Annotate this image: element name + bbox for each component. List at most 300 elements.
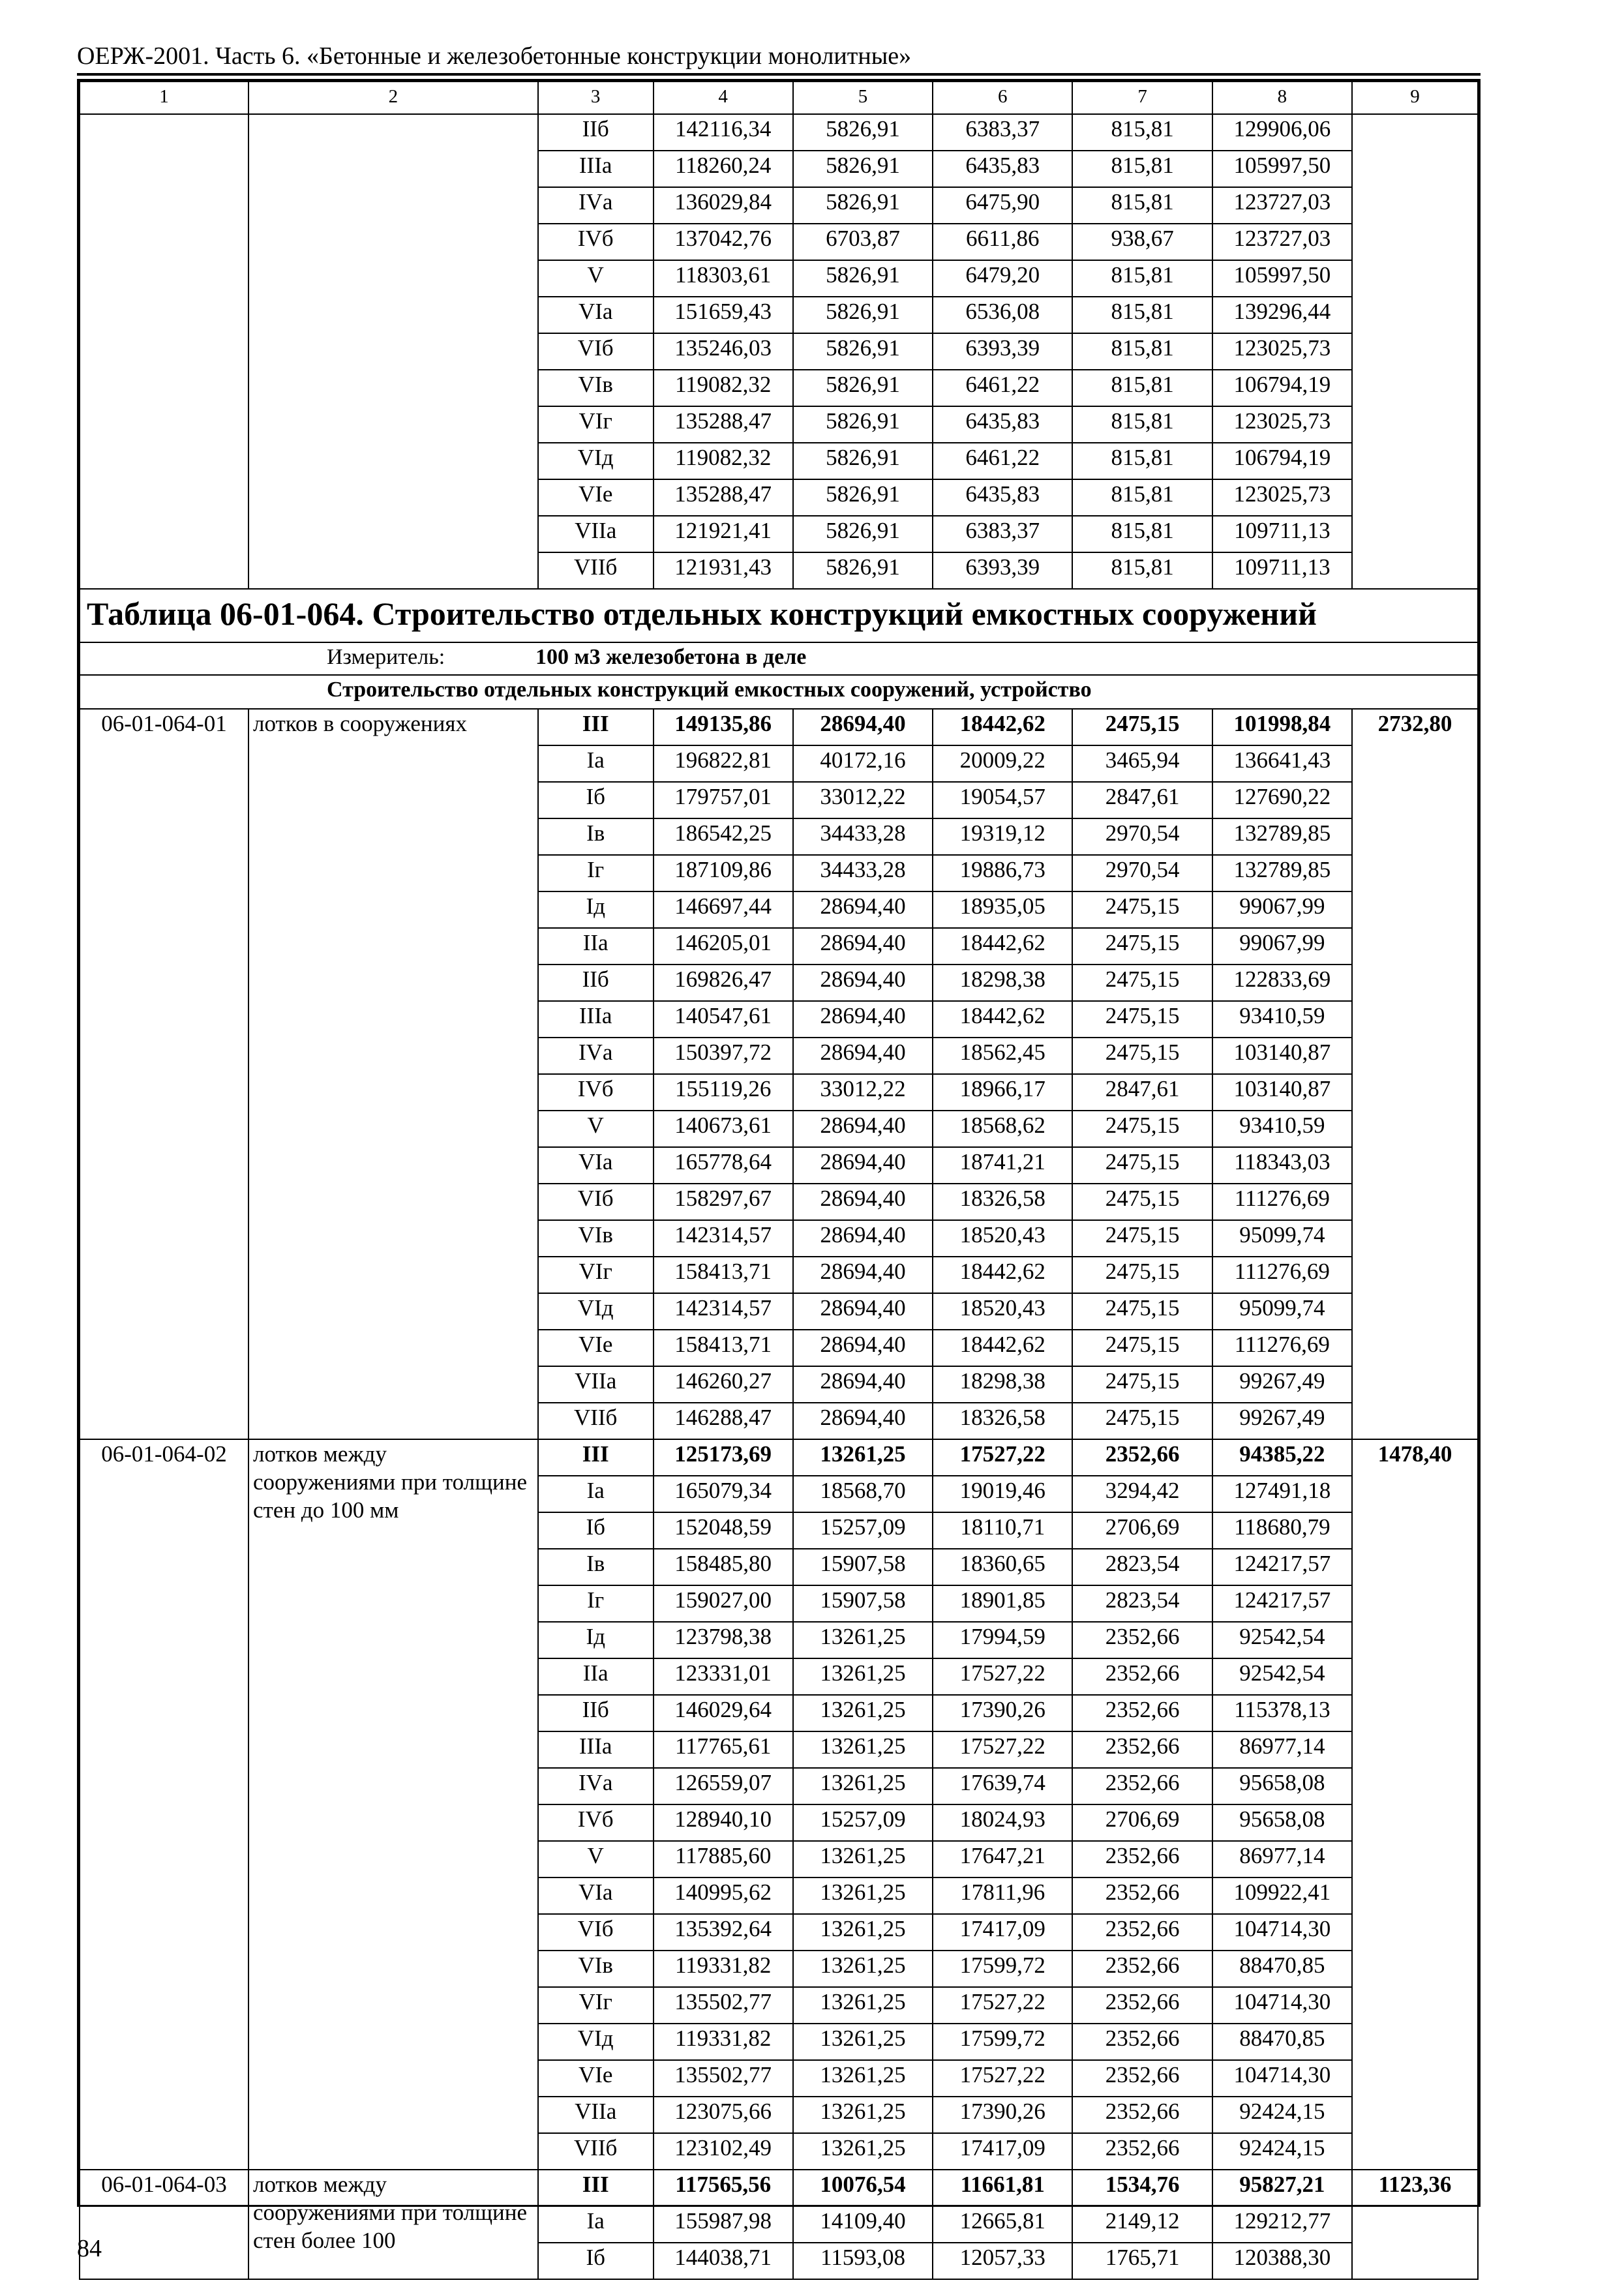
value-cell: 18442,62 bbox=[933, 1257, 1072, 1293]
value-cell: 28694,40 bbox=[793, 1293, 933, 1330]
zone-cell: VIа bbox=[538, 297, 654, 333]
value-cell: 6393,39 bbox=[933, 333, 1072, 370]
value-cell: 2352,66 bbox=[1072, 1841, 1212, 1878]
value-cell: 103140,87 bbox=[1212, 1074, 1352, 1111]
zone-cell: III bbox=[538, 709, 654, 745]
value-cell: 117765,61 bbox=[654, 1731, 793, 1768]
value-cell: 158485,80 bbox=[654, 1549, 793, 1585]
zone-cell: IVа bbox=[538, 1038, 654, 1074]
value-cell: 17994,59 bbox=[933, 1622, 1072, 1658]
value-cell: 86977,14 bbox=[1212, 1841, 1352, 1878]
value-cell: 137042,76 bbox=[654, 224, 793, 260]
value-cell: 2970,54 bbox=[1072, 818, 1212, 855]
value-cell: 13261,25 bbox=[793, 1841, 933, 1878]
value-cell: 13261,25 bbox=[793, 1622, 933, 1658]
value-cell: 13261,25 bbox=[793, 2097, 933, 2133]
value-cell: 815,81 bbox=[1072, 260, 1212, 297]
value-cell: 109922,41 bbox=[1212, 1878, 1352, 1914]
column-number: 3 bbox=[538, 82, 654, 114]
value-cell: 165778,64 bbox=[654, 1147, 793, 1184]
value-cell: 142314,57 bbox=[654, 1293, 793, 1330]
item-name: лотков между сооружениями при толщине стен до 100 мм bbox=[248, 1439, 538, 2170]
zone-cell: Iа bbox=[538, 2206, 654, 2243]
value-cell: 2475,15 bbox=[1072, 1001, 1212, 1038]
table-title-row bbox=[80, 589, 1478, 642]
value-cell: 13261,25 bbox=[793, 1439, 933, 1476]
value-cell: 111276,69 bbox=[1212, 1330, 1352, 1366]
value-cell: 2352,66 bbox=[1072, 1987, 1212, 2024]
value-cell: 17527,22 bbox=[933, 2060, 1072, 2097]
value-cell: 2970,54 bbox=[1072, 855, 1212, 891]
value-cell: 118680,79 bbox=[1212, 1512, 1352, 1549]
value-cell: 18298,38 bbox=[933, 1366, 1072, 1403]
value-cell: 93410,59 bbox=[1212, 1111, 1352, 1147]
value-cell: 88470,85 bbox=[1212, 1951, 1352, 1987]
value-cell: 18442,62 bbox=[933, 1330, 1072, 1366]
value-cell: 146288,47 bbox=[654, 1403, 793, 1439]
value-cell: 28694,40 bbox=[793, 1111, 933, 1147]
value-cell: 152048,59 bbox=[654, 1512, 793, 1549]
value-cell: 2352,66 bbox=[1072, 1951, 1212, 1987]
value-cell: 119331,82 bbox=[654, 1951, 793, 1987]
table-row bbox=[80, 2170, 1478, 2206]
value-cell: 126559,07 bbox=[654, 1768, 793, 1804]
value-cell: 5826,91 bbox=[793, 187, 933, 224]
table-row bbox=[80, 709, 1478, 745]
value-cell: 28694,40 bbox=[793, 1403, 933, 1439]
value-cell: 117885,60 bbox=[654, 1841, 793, 1878]
value-cell: 5826,91 bbox=[793, 151, 933, 187]
value-cell: 127690,22 bbox=[1212, 782, 1352, 818]
zone-cell: Iд bbox=[538, 1622, 654, 1658]
value-cell: 6393,39 bbox=[933, 552, 1072, 589]
value-cell: 18442,62 bbox=[933, 709, 1072, 745]
value-cell: 135246,03 bbox=[654, 333, 793, 370]
value-cell: 132789,85 bbox=[1212, 818, 1352, 855]
value-cell: 129906,06 bbox=[1212, 114, 1352, 151]
zone-cell: Iа bbox=[538, 1476, 654, 1512]
value-cell: 938,67 bbox=[1072, 224, 1212, 260]
value-cell: 115378,13 bbox=[1212, 1695, 1352, 1731]
value-cell: 135502,77 bbox=[654, 2060, 793, 2097]
value-cell: 2475,15 bbox=[1072, 891, 1212, 928]
value-cell: 2475,15 bbox=[1072, 965, 1212, 1001]
zone-cell: III bbox=[538, 2170, 654, 2206]
value-cell: 2352,66 bbox=[1072, 1695, 1212, 1731]
value-cell: 2352,66 bbox=[1072, 1731, 1212, 1768]
value-cell: 2352,66 bbox=[1072, 1768, 1212, 1804]
zone-cell: Iб bbox=[538, 782, 654, 818]
value-cell: 12057,33 bbox=[933, 2243, 1072, 2279]
value-cell: 28694,40 bbox=[793, 1038, 933, 1074]
value-cell: 99267,49 bbox=[1212, 1366, 1352, 1403]
value-cell: 124217,57 bbox=[1212, 1549, 1352, 1585]
value-cell: 123727,03 bbox=[1212, 224, 1352, 260]
value-cell: 18741,21 bbox=[933, 1147, 1072, 1184]
value-cell: 105997,50 bbox=[1212, 260, 1352, 297]
value-cell: 17639,74 bbox=[933, 1768, 1072, 1804]
value-cell: 6475,90 bbox=[933, 187, 1072, 224]
zone-cell: IVб bbox=[538, 1074, 654, 1111]
value-cell: 140673,61 bbox=[654, 1111, 793, 1147]
value-cell: 2706,69 bbox=[1072, 1512, 1212, 1549]
value-cell: 17417,09 bbox=[933, 2133, 1072, 2170]
section-heading: Строительство отдельных конструкций емкостных сооружений, устройство bbox=[327, 678, 1092, 702]
zone-cell: V bbox=[538, 1111, 654, 1147]
value-cell: 92542,54 bbox=[1212, 1622, 1352, 1658]
value-cell: 6461,22 bbox=[933, 443, 1072, 479]
value-cell: 17390,26 bbox=[933, 2097, 1072, 2133]
value-cell: 34433,28 bbox=[793, 818, 933, 855]
column-number: 4 bbox=[654, 82, 793, 114]
zone-cell: IIб bbox=[538, 114, 654, 151]
value-cell: 99067,99 bbox=[1212, 891, 1352, 928]
zone-cell: VIг bbox=[538, 406, 654, 443]
value-cell: 1765,71 bbox=[1072, 2243, 1212, 2279]
value-cell: 2149,12 bbox=[1072, 2206, 1212, 2243]
table-row bbox=[80, 114, 1478, 151]
value-cell: 815,81 bbox=[1072, 114, 1212, 151]
value-cell: 5826,91 bbox=[793, 516, 933, 552]
value-cell: 19019,46 bbox=[933, 1476, 1072, 1512]
value-cell: 2352,66 bbox=[1072, 1658, 1212, 1695]
value-cell: 33012,22 bbox=[793, 782, 933, 818]
value-cell: 5826,91 bbox=[793, 114, 933, 151]
value-cell: 815,81 bbox=[1072, 370, 1212, 406]
value-cell: 123025,73 bbox=[1212, 333, 1352, 370]
value-cell: 13261,25 bbox=[793, 1731, 933, 1768]
value-cell: 123075,66 bbox=[654, 2097, 793, 2133]
value-cell: 13261,25 bbox=[793, 1987, 933, 2024]
value-cell: 2823,54 bbox=[1072, 1549, 1212, 1585]
value-cell: 6435,83 bbox=[933, 479, 1072, 516]
value-cell: 815,81 bbox=[1072, 443, 1212, 479]
value-cell: 17390,26 bbox=[933, 1695, 1072, 1731]
value-cell: 2475,15 bbox=[1072, 1111, 1212, 1147]
zone-cell: VIа bbox=[538, 1878, 654, 1914]
value-cell: 6479,20 bbox=[933, 260, 1072, 297]
zone-cell: V bbox=[538, 260, 654, 297]
value-cell: 2847,61 bbox=[1072, 782, 1212, 818]
value-cell: 104714,30 bbox=[1212, 1987, 1352, 2024]
value-cell: 146697,44 bbox=[654, 891, 793, 928]
zone-cell: VIIа bbox=[538, 516, 654, 552]
value-cell: 18110,71 bbox=[933, 1512, 1072, 1549]
item-code: 06-01-064-01 bbox=[80, 709, 248, 1439]
zone-cell: VIе bbox=[538, 479, 654, 516]
item-extra: 1478,40 bbox=[1352, 1439, 1478, 2170]
value-cell: 18298,38 bbox=[933, 965, 1072, 1001]
value-cell: 95099,74 bbox=[1212, 1293, 1352, 1330]
zone-cell: VIIб bbox=[538, 2133, 654, 2170]
zone-cell: VIе bbox=[538, 1330, 654, 1366]
value-cell: 123331,01 bbox=[654, 1658, 793, 1695]
value-cell: 135502,77 bbox=[654, 1987, 793, 2024]
value-cell: 11593,08 bbox=[793, 2243, 933, 2279]
value-cell: 17527,22 bbox=[933, 1439, 1072, 1476]
value-cell: 179757,01 bbox=[654, 782, 793, 818]
value-cell: 124217,57 bbox=[1212, 1585, 1352, 1622]
zone-cell: V bbox=[538, 1841, 654, 1878]
value-cell: 2475,15 bbox=[1072, 1038, 1212, 1074]
rates-table-frame bbox=[77, 79, 1481, 2270]
value-cell: 118303,61 bbox=[654, 260, 793, 297]
value-cell: 165079,34 bbox=[654, 1476, 793, 1512]
value-cell: 28694,40 bbox=[793, 1147, 933, 1184]
value-cell: 815,81 bbox=[1072, 406, 1212, 443]
value-cell: 187109,86 bbox=[654, 855, 793, 891]
value-cell: 111276,69 bbox=[1212, 1257, 1352, 1293]
value-cell: 92424,15 bbox=[1212, 2133, 1352, 2170]
rates-table bbox=[79, 81, 1479, 2280]
value-cell: 109711,13 bbox=[1212, 552, 1352, 589]
value-cell: 149135,86 bbox=[654, 709, 793, 745]
value-cell: 142314,57 bbox=[654, 1220, 793, 1257]
value-cell: 815,81 bbox=[1072, 151, 1212, 187]
value-cell: 815,81 bbox=[1072, 479, 1212, 516]
zone-cell: VIд bbox=[538, 2024, 654, 2060]
value-cell: 815,81 bbox=[1072, 187, 1212, 224]
value-cell: 17599,72 bbox=[933, 2024, 1072, 2060]
zone-cell: IIIа bbox=[538, 151, 654, 187]
value-cell: 2475,15 bbox=[1072, 1257, 1212, 1293]
value-cell: 99067,99 bbox=[1212, 928, 1352, 965]
value-cell: 5826,91 bbox=[793, 552, 933, 589]
zone-cell: VIд bbox=[538, 443, 654, 479]
column-number: 6 bbox=[933, 82, 1072, 114]
page-number: 84 bbox=[77, 2235, 102, 2262]
value-cell: 17417,09 bbox=[933, 1914, 1072, 1951]
column-number: 2 bbox=[248, 82, 538, 114]
value-cell: 125173,69 bbox=[654, 1439, 793, 1476]
value-cell: 6383,37 bbox=[933, 114, 1072, 151]
value-cell: 150397,72 bbox=[654, 1038, 793, 1074]
value-cell: 815,81 bbox=[1072, 516, 1212, 552]
value-cell: 17527,22 bbox=[933, 1731, 1072, 1768]
value-cell: 123102,49 bbox=[654, 2133, 793, 2170]
value-cell: 13261,25 bbox=[793, 1695, 933, 1731]
value-cell: 121931,43 bbox=[654, 552, 793, 589]
value-cell: 2475,15 bbox=[1072, 1147, 1212, 1184]
zone-cell: VIг bbox=[538, 1257, 654, 1293]
value-cell: 17647,21 bbox=[933, 1841, 1072, 1878]
running-header-title: ОЕРЖ-2001. Часть 6. «Бетонные и железобетонные конструкции монолитные» bbox=[77, 42, 912, 70]
value-cell: 158413,71 bbox=[654, 1257, 793, 1293]
value-cell: 135392,64 bbox=[654, 1914, 793, 1951]
zone-cell: VIа bbox=[538, 1147, 654, 1184]
zone-cell: Iа bbox=[538, 745, 654, 782]
value-cell: 95827,21 bbox=[1212, 2170, 1352, 2206]
zone-cell: IIа bbox=[538, 928, 654, 965]
item-extra: 1123,36 bbox=[1352, 2170, 1478, 2279]
value-cell: 117565,56 bbox=[654, 2170, 793, 2206]
value-cell: 28694,40 bbox=[793, 1001, 933, 1038]
value-cell: 121921,41 bbox=[654, 516, 793, 552]
value-cell: 2352,66 bbox=[1072, 2097, 1212, 2133]
value-cell: 33012,22 bbox=[793, 1074, 933, 1111]
value-cell: 6536,08 bbox=[933, 297, 1072, 333]
zone-cell: VIв bbox=[538, 1951, 654, 1987]
value-cell: 6611,86 bbox=[933, 224, 1072, 260]
value-cell: 10076,54 bbox=[793, 2170, 933, 2206]
value-cell: 2475,15 bbox=[1072, 1184, 1212, 1220]
zone-cell: VIв bbox=[538, 1220, 654, 1257]
value-cell: 18360,65 bbox=[933, 1549, 1072, 1585]
extra-cell bbox=[1352, 114, 1478, 589]
value-cell: 151659,43 bbox=[654, 297, 793, 333]
zone-cell: Iв bbox=[538, 818, 654, 855]
value-cell: 13261,25 bbox=[793, 1658, 933, 1695]
value-cell: 11661,81 bbox=[933, 2170, 1072, 2206]
value-cell: 127491,18 bbox=[1212, 1476, 1352, 1512]
value-cell: 5826,91 bbox=[793, 333, 933, 370]
value-cell: 119082,32 bbox=[654, 370, 793, 406]
value-cell: 13261,25 bbox=[793, 2060, 933, 2097]
zone-cell: III bbox=[538, 1439, 654, 1476]
value-cell: 155119,26 bbox=[654, 1074, 793, 1111]
zone-cell: VIIа bbox=[538, 1366, 654, 1403]
value-cell: 2352,66 bbox=[1072, 2024, 1212, 2060]
value-cell: 123025,73 bbox=[1212, 479, 1352, 516]
zone-cell: VIб bbox=[538, 333, 654, 370]
zone-cell: IIб bbox=[538, 1695, 654, 1731]
value-cell: 6461,22 bbox=[933, 370, 1072, 406]
value-cell: 2352,66 bbox=[1072, 1914, 1212, 1951]
value-cell: 19886,73 bbox=[933, 855, 1072, 891]
value-cell: 93410,59 bbox=[1212, 1001, 1352, 1038]
zone-cell: VIв bbox=[538, 370, 654, 406]
value-cell: 118260,24 bbox=[654, 151, 793, 187]
value-cell: 13261,25 bbox=[793, 1878, 933, 1914]
value-cell: 18520,43 bbox=[933, 1293, 1072, 1330]
value-cell: 12665,81 bbox=[933, 2206, 1072, 2243]
section-heading-row bbox=[80, 675, 1478, 709]
value-cell: 2475,15 bbox=[1072, 1366, 1212, 1403]
column-number: 9 bbox=[1352, 82, 1478, 114]
zone-cell: IVб bbox=[538, 224, 654, 260]
measure-label: Измеритель: bbox=[327, 645, 445, 669]
value-cell: 20009,22 bbox=[933, 745, 1072, 782]
value-cell: 2352,66 bbox=[1072, 1622, 1212, 1658]
zone-cell: IIIа bbox=[538, 1001, 654, 1038]
value-cell: 119331,82 bbox=[654, 2024, 793, 2060]
value-cell: 28694,40 bbox=[793, 891, 933, 928]
value-cell: 135288,47 bbox=[654, 406, 793, 443]
value-cell: 101998,84 bbox=[1212, 709, 1352, 745]
zone-cell: VIIа bbox=[538, 2097, 654, 2133]
value-cell: 139296,44 bbox=[1212, 297, 1352, 333]
value-cell: 95658,08 bbox=[1212, 1804, 1352, 1841]
value-cell: 18901,85 bbox=[933, 1585, 1072, 1622]
zone-cell: Iг bbox=[538, 855, 654, 891]
zone-cell: Iб bbox=[538, 1512, 654, 1549]
value-cell: 15907,58 bbox=[793, 1549, 933, 1585]
value-cell: 158413,71 bbox=[654, 1330, 793, 1366]
value-cell: 142116,34 bbox=[654, 114, 793, 151]
value-cell: 140995,62 bbox=[654, 1878, 793, 1914]
zone-cell: IVа bbox=[538, 1768, 654, 1804]
value-cell: 158297,67 bbox=[654, 1184, 793, 1220]
value-cell: 5826,91 bbox=[793, 260, 933, 297]
value-cell: 99267,49 bbox=[1212, 1403, 1352, 1439]
zone-cell: Iв bbox=[538, 1549, 654, 1585]
value-cell: 123025,73 bbox=[1212, 406, 1352, 443]
zone-cell: Iб bbox=[538, 2243, 654, 2279]
value-cell: 15257,09 bbox=[793, 1512, 933, 1549]
value-cell: 106794,19 bbox=[1212, 370, 1352, 406]
value-cell: 159027,00 bbox=[654, 1585, 793, 1622]
value-cell: 3465,94 bbox=[1072, 745, 1212, 782]
value-cell: 5826,91 bbox=[793, 297, 933, 333]
value-cell: 118343,03 bbox=[1212, 1147, 1352, 1184]
value-cell: 17527,22 bbox=[933, 1658, 1072, 1695]
value-cell: 18442,62 bbox=[933, 1001, 1072, 1038]
zone-cell: IVб bbox=[538, 1804, 654, 1841]
value-cell: 18326,58 bbox=[933, 1403, 1072, 1439]
column-number: 1 bbox=[80, 82, 248, 114]
measure-value: 100 м3 железобетона в деле bbox=[535, 645, 807, 669]
value-cell: 13261,25 bbox=[793, 2024, 933, 2060]
value-cell: 136641,43 bbox=[1212, 745, 1352, 782]
table-title: Таблица 06-01-064. Строительство отдельных конструкций емкостных сооружений bbox=[80, 589, 1478, 642]
value-cell: 13261,25 bbox=[793, 1914, 933, 1951]
value-cell: 132789,85 bbox=[1212, 855, 1352, 891]
item-code: 06-01-064-02 bbox=[80, 1439, 248, 2170]
value-cell: 19054,57 bbox=[933, 782, 1072, 818]
value-cell: 18442,62 bbox=[933, 928, 1072, 965]
section-heading-cell bbox=[80, 675, 1478, 709]
value-cell: 135288,47 bbox=[654, 479, 793, 516]
value-cell: 146029,64 bbox=[654, 1695, 793, 1731]
value-cell: 95099,74 bbox=[1212, 1220, 1352, 1257]
value-cell: 5826,91 bbox=[793, 370, 933, 406]
value-cell: 120388,30 bbox=[1212, 2243, 1352, 2279]
zone-cell: VIIб bbox=[538, 552, 654, 589]
table-row bbox=[80, 1439, 1478, 1476]
value-cell: 94385,22 bbox=[1212, 1439, 1352, 1476]
value-cell: 186542,25 bbox=[654, 818, 793, 855]
value-cell: 122833,69 bbox=[1212, 965, 1352, 1001]
value-cell: 15257,09 bbox=[793, 1804, 933, 1841]
zone-cell: VIб bbox=[538, 1184, 654, 1220]
value-cell: 123798,38 bbox=[654, 1622, 793, 1658]
value-cell: 28694,40 bbox=[793, 1220, 933, 1257]
value-cell: 13261,25 bbox=[793, 1951, 933, 1987]
value-cell: 18966,17 bbox=[933, 1074, 1072, 1111]
value-cell: 2475,15 bbox=[1072, 1330, 1212, 1366]
value-cell: 18024,93 bbox=[933, 1804, 1072, 1841]
value-cell: 18568,62 bbox=[933, 1111, 1072, 1147]
value-cell: 146205,01 bbox=[654, 928, 793, 965]
item-name: лотков в сооружениях bbox=[248, 709, 538, 1439]
value-cell: 104714,30 bbox=[1212, 2060, 1352, 2097]
value-cell: 2352,66 bbox=[1072, 1878, 1212, 1914]
value-cell: 2475,15 bbox=[1072, 928, 1212, 965]
code-cell bbox=[80, 114, 248, 589]
measure-row bbox=[80, 642, 1478, 675]
item-extra: 2732,80 bbox=[1352, 709, 1478, 1439]
value-cell: 18935,05 bbox=[933, 891, 1072, 928]
value-cell: 6435,83 bbox=[933, 406, 1072, 443]
value-cell: 15907,58 bbox=[793, 1585, 933, 1622]
zone-cell: Iг bbox=[538, 1585, 654, 1622]
value-cell: 815,81 bbox=[1072, 552, 1212, 589]
value-cell: 2823,54 bbox=[1072, 1585, 1212, 1622]
value-cell: 103140,87 bbox=[1212, 1038, 1352, 1074]
value-cell: 17599,72 bbox=[933, 1951, 1072, 1987]
value-cell: 119082,32 bbox=[654, 443, 793, 479]
value-cell: 2352,66 bbox=[1072, 2133, 1212, 2170]
